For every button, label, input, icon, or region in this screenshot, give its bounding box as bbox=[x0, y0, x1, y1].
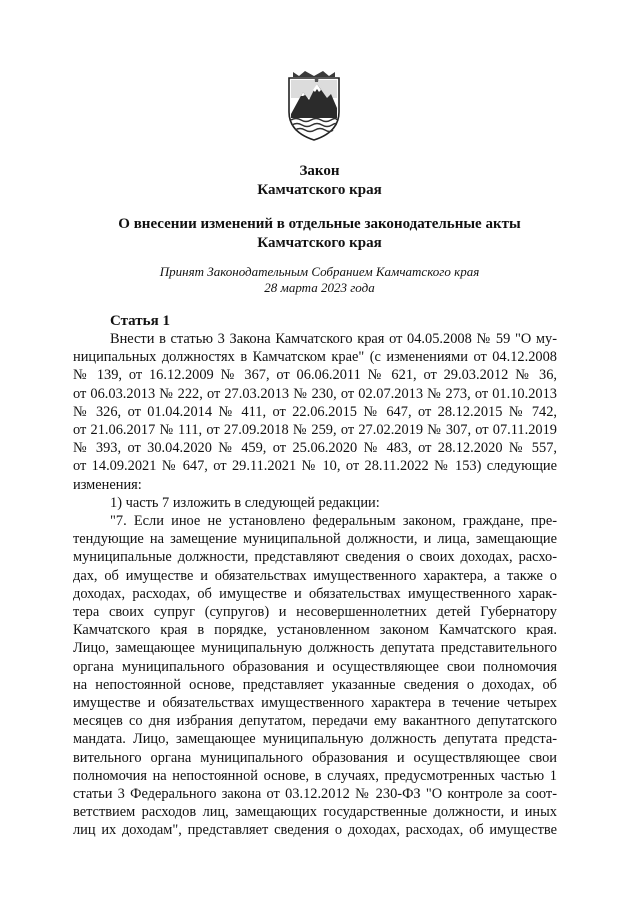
article-line: от 14.09.2021 № 647, от 29.11.2021 № 10, от 28.11.2022 № 153) следующие bbox=[73, 458, 557, 475]
article-line: на непостоянной основе, представляет указанные сведения о доходах, об bbox=[73, 676, 557, 693]
article-line: от 06.03.2013 № 222, от 27.03.2013 № 230, от 02.07.2013 № 273, от 01.10.2013 bbox=[73, 385, 557, 402]
article-line: 1) часть 7 изложить в следующей редакции: bbox=[110, 494, 380, 511]
article-body bbox=[73, 330, 557, 840]
article-line: Камчатского края в порядке, установленном законом Камчатского края. bbox=[73, 622, 557, 639]
article-line: месяцев со дня избрания депутатом, передачи ему вакантного депутатского bbox=[73, 713, 557, 730]
article-line: № 393, от 30.04.2020 № 459, от 25.06.2020 № 483, от 28.12.2020 № 557, bbox=[73, 440, 557, 457]
article-line: № 139, от 16.12.2009 № 367, от 06.06.2011 № 621, от 29.03.2012 № 36, bbox=[73, 367, 557, 384]
article-line: дах, об имуществе и обязательствах имущественного характера, а также о bbox=[73, 567, 557, 584]
adoption-date: 28 марта 2023 года bbox=[264, 280, 375, 295]
article-line: мандата. Лицо, замещающее муниципальную должность депутата предста- bbox=[73, 731, 557, 748]
article-line: лиц их доходам", представляет сведения о доходах, расходах, об имуществе bbox=[73, 822, 557, 839]
article-line: тера своих супруг (супругов) и несовершеннолетних детей Губернатору bbox=[73, 604, 557, 621]
law-subject bbox=[0, 215, 639, 253]
article-line: ветствием расходов лиц, замещающих государственные должности, и иных bbox=[73, 804, 557, 821]
article-line: полномочия на непостоянной основе, в случаях, предусмотренных частью 1 bbox=[73, 767, 557, 784]
article-line: доходах, расходах, об имуществе и обязательствах имущественного харак- bbox=[73, 585, 557, 602]
article-line: ниципальных должностях в Камчатском крае" (с изменениями от 04.12.2008 bbox=[73, 349, 557, 366]
law-region: Камчатского края bbox=[257, 182, 382, 198]
article-heading: Статья 1 bbox=[110, 313, 170, 329]
adoption-note-line-1: Принят Законодательным Собранием Камчатского края bbox=[159, 264, 480, 279]
article-line: от 21.06.2017 № 111, от 27.09.2018 № 259, от 27.02.2019 № 307, от 07.11.2019 bbox=[73, 422, 557, 439]
kamchatka-coat-of-arms-emblem bbox=[283, 68, 345, 142]
law-subject-line-1: О внесении изменений в отдельные законодательные акты bbox=[118, 216, 521, 232]
article-line: имуществе и обязательствах имущественного характера в течение четырех bbox=[73, 695, 557, 712]
article-line: вительного органа муниципального образования и осуществляющее свои bbox=[73, 749, 557, 766]
article-line: изменения: bbox=[73, 476, 142, 493]
adoption-note bbox=[0, 264, 639, 296]
law-subject-line-2: Камчатского края bbox=[257, 235, 382, 251]
law-title bbox=[0, 162, 639, 200]
article-line: статьи 3 Федерального закона от 03.12.2012 № 230-ФЗ "О контроле за соот- bbox=[73, 786, 557, 803]
article-line: тендующие на замещение муниципальной должности, и лица, замещающие bbox=[73, 531, 557, 548]
article-line: муниципальные должности, представляют сведения о своих доходах, расхо- bbox=[73, 549, 557, 566]
article-line: Внести в статью 3 Закона Камчатского края от 04.05.2008 № 59 "О му- bbox=[110, 331, 557, 347]
article-line: "7. Если иное не установлено федеральным законом, граждане, пре- bbox=[110, 513, 557, 530]
article-line: № 326, от 01.04.2014 № 411, от 22.06.2015 № 647, от 28.12.2015 № 742, bbox=[73, 403, 557, 420]
law-word: Закон bbox=[299, 163, 340, 179]
article-line: Лицо, замещающее муниципальную должность депутата представительного bbox=[73, 640, 557, 657]
article-line: органа муниципального образования и осуществляющее свои полномочия bbox=[73, 658, 557, 675]
